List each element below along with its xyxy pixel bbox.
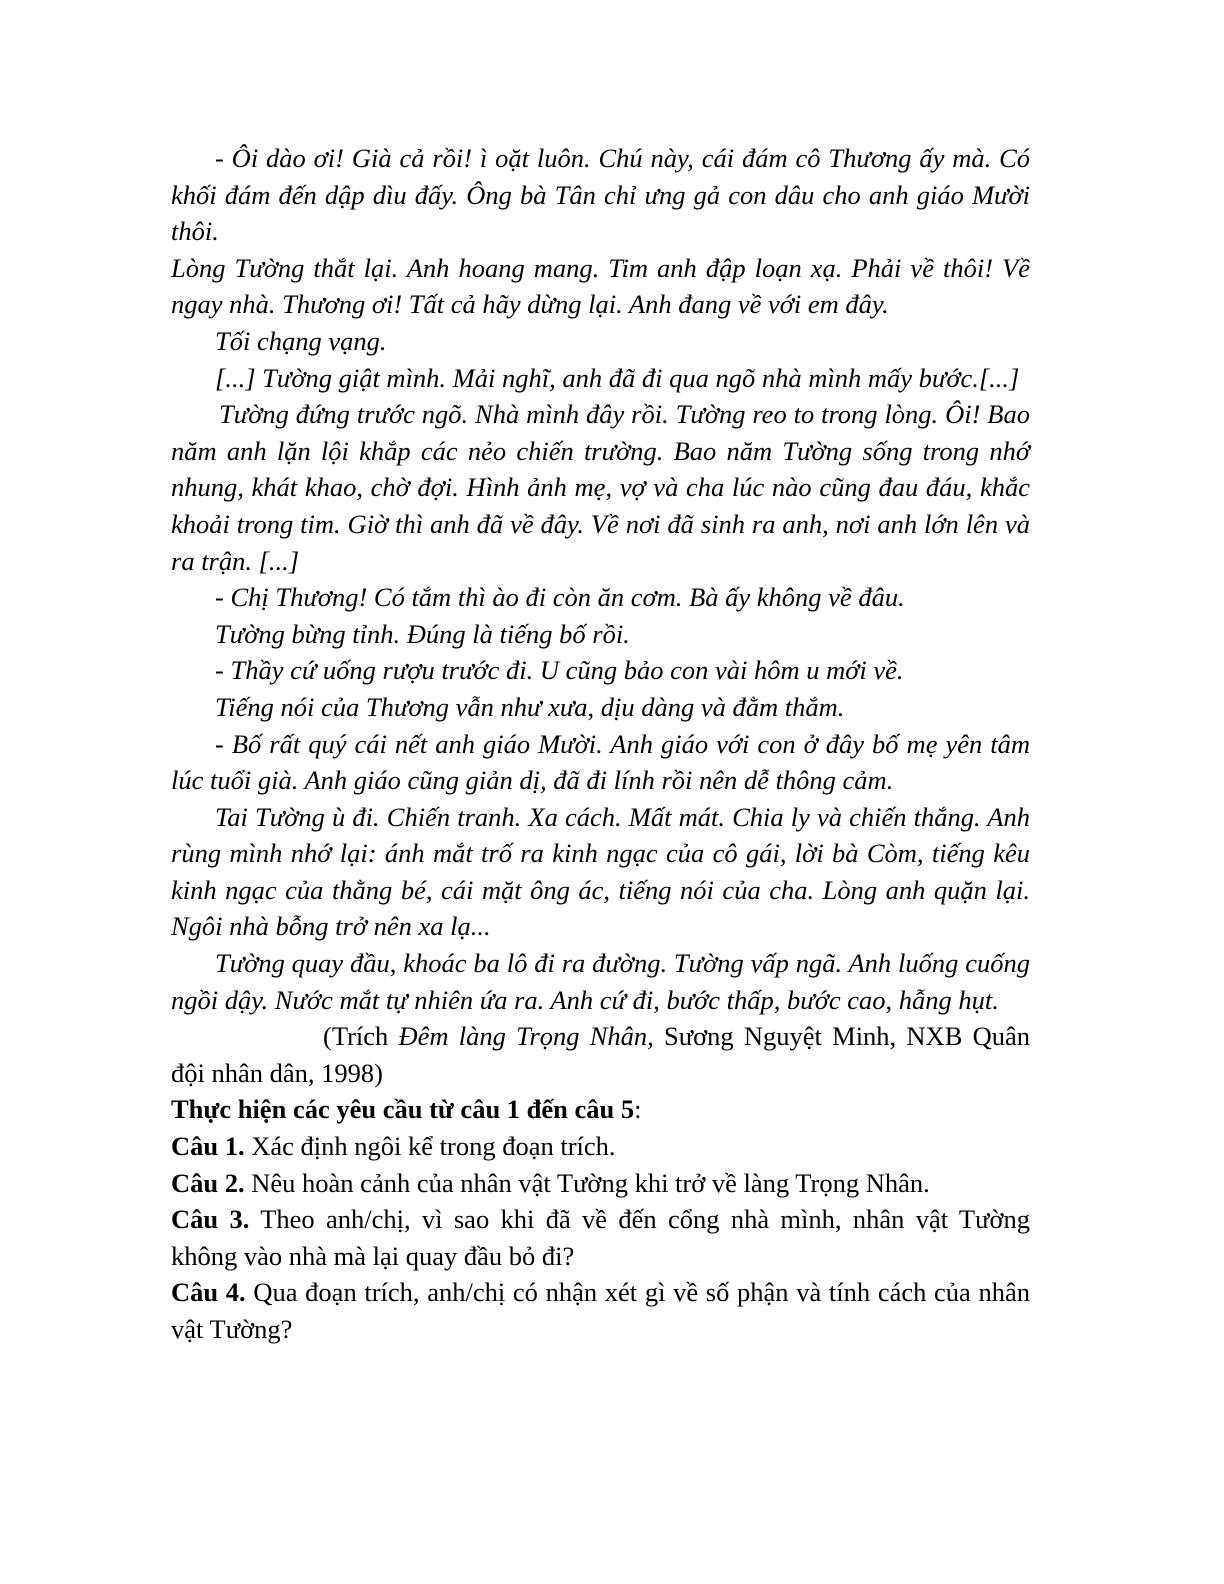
story-paragraph: - Thầy cứ uống rượu trước đi. U cũng bảo con vài hôm u mới về. xyxy=(215,655,904,686)
question-text: Qua đoạn trích, anh/chị có nhận xét gì về số phận và tính cách của nhân vật Tường? xyxy=(171,1277,1030,1344)
story-paragraph: Tường bừng tỉnh. Đúng là tiếng bố rồi. xyxy=(215,618,630,649)
citation-prefix: (Trích xyxy=(323,1021,399,1052)
source-citation xyxy=(171,1018,1030,1091)
question-item xyxy=(171,1201,1030,1274)
work-title: Đêm làng Trọng Nhân, xyxy=(398,1021,654,1052)
story-paragraph: Tối chạng vạng. xyxy=(215,325,387,356)
story-paragraph: Tiếng nói của Thương vẫn như xưa, dịu dàng và đằm thắm. xyxy=(215,691,845,722)
story-paragraph: - Chị Thương! Có tắm thì ào đi còn ăn cơm. Bà ấy không về đâu. xyxy=(215,582,905,613)
question-text: Nêu hoàn cảnh của nhân vật Tường khi trở về làng Trọng Nhân. xyxy=(244,1167,930,1198)
citation-suffix: Sương Nguyệt Minh, NXB Quân đội nhân dân, 1998) xyxy=(171,1021,1031,1088)
story-paragraph: Tường quay đầu, khoác ba lô đi ra đường. Tường vấp ngã. Anh luống cuống ngồi dậy. Nước mắt tự nhiên ứa ra. Anh cứ đi, bước thấp, bước cao, hẫng hụt. xyxy=(171,948,1030,1015)
question-item xyxy=(171,1128,1030,1165)
story-paragraph: Tường đứng trước ngõ. Nhà mình đây rồi. Tường reo to trong lòng. Ôi! Bao năm anh lặn lội khắp các nẻo chiến trường. Bao năm Tường sống trong nhớ nhung, khát khao, chờ đợi. Hình ảnh mẹ, vợ và cha lúc nào cũng đau đáu, khắc khoải trong tim. Giờ thì anh đã về đây. Về nơi đã sinh ra anh, nơi anh lớn lên và ra trận. [...] xyxy=(171,399,1030,576)
question-item xyxy=(171,1165,1030,1202)
story-paragraph: Lòng Tường thắt lại. Anh hoang mang. Tim anh đập loạn xạ. Phải về thôi! Về ngay nhà. Thương ơi! Tất cả hãy dừng lại. Anh đang về với em đây. xyxy=(171,252,1030,320)
instruction-heading xyxy=(171,1091,1030,1128)
question-list xyxy=(171,1128,1030,1348)
story-paragraph: - Ôi dào ơi! Già cả rồi! ì oặt luôn. Chú này, cái đám cô Thương ấy mà. Có khối đám đến dập dìu đấy. Ông bà Tân chỉ ưng gả con dâu cho anh giáo Mười thôi. xyxy=(171,143,1030,247)
question-label: Câu 2. xyxy=(171,1167,245,1198)
story-paragraph: [...] Tường giật mình. Mải nghĩ, anh đã đi qua ngõ nhà mình mấy bước.[...] xyxy=(215,362,1020,393)
instruction-colon: : xyxy=(634,1094,642,1125)
story-excerpt xyxy=(171,140,1030,1018)
story-paragraph: Tai Tường ù đi. Chiến tranh. Xa cách. Mất mát. Chia ly và chiến thắng. Anh rùng mình nhớ lại: ánh mắt trố ra kinh ngạc của cô gái, lời bà Còm, tiếng kêu kinh ngạc của thằng bé, cái mặt ông ác, tiếng nói của cha. Lòng anh quặn lại. Ngôi nhà bỗng trở nên xa lạ... xyxy=(171,801,1030,942)
instruction-text: Thực hiện các yêu cầu từ câu 1 đến câu 5 xyxy=(171,1094,635,1125)
question-label: Câu 1. xyxy=(171,1131,245,1162)
question-item xyxy=(171,1274,1030,1347)
question-text: Theo anh/chị, vì sao khi đã về đến cổng nhà mình, nhân vật Tường không vào nhà mà lại quay đầu bỏ đi? xyxy=(171,1204,1030,1271)
question-label: Câu 4. xyxy=(171,1277,246,1308)
question-label: Câu 3. xyxy=(171,1204,250,1235)
question-text: Xác định ngôi kể trong đoạn trích. xyxy=(244,1131,616,1162)
story-paragraph: - Bố rất quý cái nết anh giáo Mười. Anh giáo với con ở đây bố mẹ yên tâm lúc tuổi già. Anh giáo cũng giản dị, đã đi lính rồi nên dễ thông cảm. xyxy=(171,728,1030,796)
